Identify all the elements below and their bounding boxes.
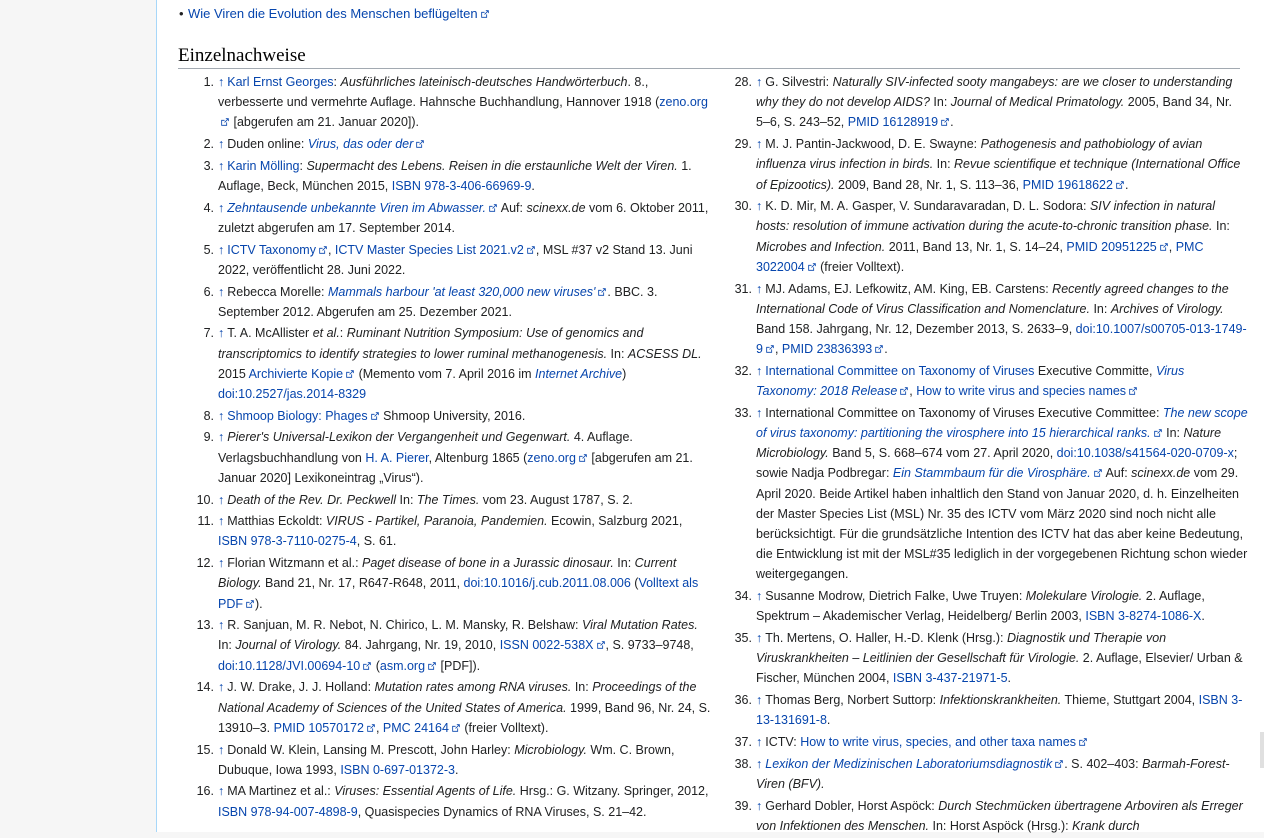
reference-title: Infektionskrankheiten.: [939, 693, 1062, 708]
reference-text: ,: [1168, 239, 1176, 254]
reference-text: Duden online:: [227, 137, 308, 152]
back-reference-arrow[interactable]: ↑: [218, 430, 225, 445]
external-link-icon: [899, 386, 909, 396]
reference-text: . S. 402–403:: [1064, 756, 1143, 771]
reference-link[interactable]: Archivierte Kopie: [248, 366, 344, 381]
reference-item: [178, 156, 712, 196]
reference-text: Gerhard Dobler, Horst Aspöck:: [765, 798, 939, 813]
reference-item: [716, 732, 1248, 752]
reference-text: MJ. Adams, EJ. Lefkowitz, AM. King, EB. Carstens:: [765, 281, 1053, 296]
back-reference-arrow[interactable]: ↑: [218, 158, 225, 173]
back-reference-arrow[interactable]: ↑: [218, 514, 225, 529]
reference-text: J. W. Drake, J. J. Holland:: [227, 680, 375, 695]
reference-title: Journal of Virology.: [235, 638, 342, 653]
external-link-icon: [1093, 468, 1103, 478]
reference-number: 28.: [734, 75, 752, 89]
reference-text: 2. Auflage, Spektrum – Akademischer Verlag, Heidelberg/ Berlin 2003,: [756, 589, 1205, 624]
reference-title: Viruses: Essential Agents of Life.: [334, 784, 517, 799]
reference-link[interactable]: Virus Taxonomy: 2018 Release: [756, 363, 1185, 399]
reference-title: Journal of Medical Primatology.: [950, 95, 1125, 110]
external-link-icon: [1128, 386, 1138, 396]
reference-title: Barmah-Forest-Viren (BFV).: [756, 756, 1230, 791]
reference-text: 2009, Band 28, Nr. 1, S. 113–36,: [834, 177, 1023, 192]
external-link-icon: [1159, 242, 1169, 252]
reference-link[interactable]: Mammals harbour 'at least 320,000 new viruses': [328, 284, 596, 299]
reference-text: :: [299, 158, 307, 173]
reference-link[interactable]: ISSN 0022-538X: [499, 638, 594, 653]
reference-text: R. Sanjuan, M. R. Nebot, N. Chirico, L. M. Mansky, R. Belshaw:: [227, 618, 582, 633]
reference-text: :: [339, 326, 347, 341]
back-reference-arrow[interactable]: ↑: [756, 199, 763, 214]
reference-item: [716, 690, 1248, 730]
reference-link[interactable]: The new scope of virus taxonomy: partitioning the virosphere into 15 hierarchical ranks.: [756, 405, 1248, 440]
reference-text: (: [630, 576, 639, 591]
external-link-icon: [1054, 759, 1064, 769]
references-right-column: [716, 72, 1248, 838]
reference-item: [178, 282, 712, 322]
reference-text: Th. Mertens, O. Haller, H.-D. Klenk (Hrsg.):: [765, 630, 1007, 645]
reference-text: , Altenburg 1865 (: [428, 450, 528, 465]
external-link-icon: [526, 245, 536, 255]
reference-number: 32.: [734, 363, 752, 378]
reference-text: vom 29. April 2020. Beide Artikel haben inhaltlich den Stand von Januar 2020, d. h. Einzelheiten der Master Species List (MSL) Nr. 35 des ICTV vom März 2020 sind noch nicht alle berücksichtigt. Für die grundsätzliche Intention des ICTV hat das aber keine Bedeutung, die Entwicklung ist mit der MSL#35 lediglich in der vorgegebenen Richtung schon wieder weitergegangen.: [756, 466, 1248, 582]
reference-link[interactable]: Lexikon der Medizinischen Laboratoriumsdiagnostik: [765, 756, 1053, 771]
reference-title: Naturally SIV-infected sooty mangabeys: are we closer to understanding why they do not develop AIDS?: [756, 75, 1233, 110]
reference-item: [178, 72, 712, 133]
section-title: Einzelnachweise: [178, 44, 1240, 69]
reference-text: In:: [933, 157, 955, 172]
reference-item: [178, 677, 712, 738]
reference-text: Susanne Modrow, Dietrich Falke, Uwe Truyen:: [765, 589, 1026, 604]
external-link-icon: [1078, 737, 1088, 747]
reference-link[interactable]: Karin Mölling: [227, 158, 300, 173]
reference-text: (freier Volltext).: [460, 720, 549, 735]
back-reference-arrow[interactable]: ↑: [218, 284, 225, 299]
reference-link[interactable]: Ein Stammbaum für die Virosphäre.: [892, 466, 1091, 481]
external-link-icon: [370, 411, 380, 421]
reference-link[interactable]: ICTV Taxonomy: [227, 242, 316, 257]
reference-number: 5.: [203, 242, 214, 257]
reference-text: Matthias Eckoldt:: [227, 514, 326, 529]
reference-text: Rebecca Morelle:: [227, 284, 328, 299]
reference-text: .: [1124, 177, 1129, 192]
reference-number: 14.: [196, 680, 214, 695]
reference-text: ,: [375, 720, 383, 735]
reference-item: [178, 740, 712, 780]
reference-title: scinexx.de: [1131, 466, 1191, 481]
external-link-icon: [362, 661, 372, 671]
reference-title: Ausführliches lateinisch-deutsches Handwörterbuch: [340, 75, 628, 89]
reference-text: (Memento vom 7. April 2016 im: [355, 366, 536, 381]
reference-text: vom 23. August 1787, S. 2.: [479, 492, 633, 507]
reference-title: Microbes and Infection.: [756, 239, 886, 254]
reference-text: :: [333, 75, 341, 89]
reference-title: Current Biology.: [218, 556, 677, 591]
external-link-icon: [1153, 428, 1163, 438]
reference-title: Durch Stechmücken übertragene Arboviren als Erreger von Infektionen des Menschen.: [756, 798, 1243, 833]
reference-text: In:: [571, 680, 593, 695]
reference-title: Mutation rates among RNA viruses.: [374, 680, 572, 695]
reference-link[interactable]: zeno.org: [527, 450, 576, 465]
reference-link[interactable]: doi:10.2527/jas.2014-8329: [218, 387, 367, 402]
reference-number: 9.: [203, 430, 214, 445]
reference-title: Krank durch: [1072, 818, 1140, 833]
reference-text: ).: [255, 596, 263, 611]
reference-item: [716, 796, 1248, 836]
reference-item: [716, 279, 1248, 360]
reference-item: [178, 553, 712, 614]
reference-number: 34.: [734, 589, 752, 604]
reference-link[interactable]: PMID 23836393: [781, 342, 873, 357]
reference-title: Nature Microbiology.: [756, 425, 1222, 461]
reference-text: . BBC. 3. September 2012. Abgerufen am 25. Dezember 2021.: [218, 284, 658, 319]
back-reference-arrow[interactable]: ↑: [218, 618, 225, 633]
reference-number: 30.: [734, 199, 752, 214]
reference-link[interactable]: doi:10.1016/j.cub.2011.08.006: [463, 576, 631, 591]
reference-item: [716, 754, 1248, 794]
reference-item: [178, 781, 712, 821]
reference-title: et al.: [312, 326, 340, 341]
reference-text: ,: [327, 242, 335, 257]
reference-number: 39.: [734, 798, 752, 813]
reference-number: 35.: [734, 630, 752, 645]
reference-item: [178, 427, 712, 488]
reference-title: Pathogenesis and pathobiology of avian influenza virus infection in birds.: [756, 137, 1203, 172]
reference-item: [716, 196, 1248, 277]
reference-link[interactable]: PMID 19618622: [1022, 177, 1113, 192]
external-link-icon: [415, 139, 425, 149]
reference-item: [178, 511, 712, 551]
reference-text: G. Silvestri:: [765, 75, 833, 89]
back-reference-arrow[interactable]: ↑: [218, 784, 225, 799]
reference-text: Executive Committe,: [1034, 363, 1156, 378]
reference-text: [PDF]).: [437, 658, 481, 673]
reference-text: T. A. McAllister: [227, 326, 313, 341]
external-link-icon: [366, 723, 376, 733]
reference-text: In:: [607, 346, 628, 361]
external-link-icon: [578, 453, 588, 463]
reference-link[interactable]: doi:10.1128/JVI.00694-10: [218, 658, 361, 673]
reference-item: [716, 628, 1248, 689]
external-link-icon: [220, 117, 230, 127]
back-reference-arrow[interactable]: ↑: [756, 735, 763, 749]
reference-number: 33.: [734, 405, 752, 420]
reference-text: 2. Auflage, Elsevier/ Urban & Fischer, München 2004,: [756, 651, 1243, 686]
reference-number: 8.: [203, 408, 214, 423]
reference-text: .: [826, 713, 831, 728]
reference-title: Recently agreed changes to the International Code of Virus Classification and Nomenclature.: [756, 281, 1229, 316]
back-reference-arrow[interactable]: ↑: [218, 492, 225, 507]
reference-text: International Committee on Taxonomy of Viruses Executive Committee:: [765, 405, 1163, 420]
reference-text: .: [531, 179, 535, 194]
reference-text: .: [884, 342, 888, 357]
reference-link[interactable]: PMID 20951225: [1066, 239, 1157, 254]
reference-text: ,: [909, 384, 917, 399]
external-link-icon: [596, 640, 606, 650]
reference-text: Donald W. Klein, Lansing M. Prescott, John Harley:: [227, 742, 515, 757]
see-also-link[interactable]: Wie Viren die Evolution des Menschen beflügelten: [188, 6, 478, 21]
reference-title: SIV infection in natural hosts: resolution of immune activation during the acute-to-chronic transition phase.: [756, 199, 1216, 234]
see-also-item: [179, 5, 490, 23]
back-reference-arrow[interactable]: ↑: [756, 630, 763, 645]
reference-link[interactable]: Shmoop Biology: Phages: [227, 408, 368, 423]
reference-item: [716, 72, 1248, 133]
external-link-icon: [245, 599, 255, 609]
reference-text: Auf:: [1102, 466, 1132, 481]
back-reference-arrow[interactable]: ↑: [756, 137, 763, 152]
reference-text: Auf:: [497, 200, 527, 215]
reference-text: ): [622, 366, 627, 381]
external-link-icon: [940, 117, 950, 127]
reference-text: 84. Jahrgang, Nr. 19, 2010,: [341, 638, 500, 653]
reference-number: 4.: [203, 200, 214, 215]
reference-number: 6.: [203, 284, 214, 299]
back-reference-arrow[interactable]: ↑: [218, 242, 225, 257]
reference-title: ACSESS DL.: [627, 346, 702, 361]
reference-text: In:: [218, 638, 236, 653]
external-link-icon: [451, 723, 461, 733]
external-link-icon: [1115, 180, 1125, 190]
reference-link[interactable]: ISBN 3-8274-1086-X: [1085, 609, 1202, 624]
reference-text: Wm. C. Brown, Dubuque, Iowa 1993,: [218, 742, 675, 777]
back-reference-arrow[interactable]: ↑: [218, 742, 225, 757]
reference-item: [178, 134, 712, 154]
reference-title: Death of the Rev. Dr. Peckwell: [227, 492, 397, 507]
back-reference-arrow[interactable]: ↑: [218, 137, 225, 152]
reference-text: M. J. Pantin-Jackwood, D. E. Swayne:: [765, 137, 981, 152]
reference-number: 16.: [196, 784, 214, 799]
back-reference-arrow[interactable]: ↑: [218, 408, 225, 423]
reference-text: MA Martinez et al.:: [227, 784, 335, 799]
reference-text: vom 6. Oktober 2011, zuletzt abgerufen am 17. September 2014.: [218, 200, 709, 235]
reference-text: , Quasispecies Dynamics of RNA Viruses, S. 21–42.: [357, 804, 647, 819]
reference-text: [abgerufen am 21. Januar 2020] Lexikoneintrag „Virus“).: [218, 450, 693, 485]
reference-text: Hrsg.: G. Witzany. Springer, 2012,: [516, 784, 709, 799]
reference-item: [716, 586, 1248, 626]
reference-item: [716, 134, 1248, 195]
reference-text: [abgerufen am 21. Januar 2020]).: [230, 115, 420, 130]
reference-link[interactable]: ISBN 0-697-01372-3: [340, 762, 455, 777]
external-link-icon: [874, 344, 884, 354]
reference-link[interactable]: H. A. Pierer: [365, 450, 429, 465]
reference-text: .: [950, 115, 954, 130]
back-reference-arrow[interactable]: ↑: [218, 75, 225, 89]
reference-link[interactable]: Internet Archive: [535, 366, 623, 381]
reference-link[interactable]: International Committee on Taxonomy of Viruses: [765, 363, 1035, 378]
reference-item: [178, 323, 712, 404]
reference-number: 1.: [203, 75, 214, 89]
back-reference-arrow[interactable]: ↑: [756, 756, 763, 771]
reference-number: 38.: [734, 756, 752, 771]
reference-link[interactable]: Karl Ernst Georges: [227, 75, 334, 89]
reference-text: In:: [396, 492, 417, 507]
reference-text: , MSL #37 v2 Stand 13. Juni 2022, veröffentlicht 28. Juni 2022.: [218, 242, 693, 277]
reference-text: Florian Witzmann et al.:: [227, 556, 363, 571]
back-reference-arrow[interactable]: ↑: [218, 556, 225, 571]
reference-link[interactable]: ISBN 978-3-7110-0275-4: [218, 534, 357, 549]
reference-link[interactable]: How to write virus and species names: [916, 384, 1127, 399]
reference-link[interactable]: PMC 24164: [382, 720, 449, 735]
reference-link[interactable]: ISBN 978-3-406-66969-9: [391, 179, 532, 194]
reference-number: 7.: [203, 326, 214, 341]
reference-item: [716, 361, 1248, 401]
reference-item: [716, 403, 1248, 585]
reference-link[interactable]: doi:10.1007/s00705-013-1749-9: [756, 321, 1247, 357]
reference-number: 13.: [196, 618, 214, 633]
reference-link[interactable]: ISBN 3-437-21971-5: [892, 671, 1008, 686]
reference-text: 2011, Band 13, Nr. 1, S. 14–24,: [885, 239, 1067, 254]
reference-text: 1999, Band 96, Nr. 24, S. 13910–3.: [218, 700, 711, 735]
reference-link[interactable]: Zehntausende unbekannte Viren im Abwasser.: [227, 200, 486, 215]
reference-text: In:: [1089, 301, 1111, 316]
external-link-icon: [597, 287, 607, 297]
reference-text: In:: [1162, 425, 1184, 440]
reference-item: [178, 406, 712, 426]
reference-link[interactable]: ICTV Master Species List 2021.v2: [334, 242, 524, 257]
reference-number: 31.: [734, 281, 752, 296]
reference-number: 12.: [196, 556, 214, 571]
back-reference-arrow[interactable]: ↑: [756, 281, 763, 296]
reference-number: 37.: [734, 735, 752, 749]
reference-text: 2015: [218, 366, 249, 381]
reference-title: Proceedings of the National Academy of Sciences of the United States of America.: [218, 680, 697, 715]
external-link-icon: [345, 369, 355, 379]
reference-link[interactable]: PMC 3022004: [756, 239, 1204, 274]
back-reference-arrow[interactable]: ↑: [218, 200, 225, 215]
reference-text: In:: [1212, 219, 1230, 234]
reference-title: VIRUS - Partikel, Paranoia, Pandemien.: [325, 514, 548, 529]
reference-text: 4. Auflage. Verlagsbuchhandlung von: [218, 430, 633, 465]
reference-text: Band 21, Nr. 17, R647-R648, 2011,: [261, 576, 464, 591]
reference-text: In: Horst Aspöck (Hrsg.):: [929, 818, 1073, 833]
references-left-column: [178, 72, 712, 823]
external-link-icon: [488, 203, 498, 213]
reference-link[interactable]: ISBN 3-13-131691-8: [756, 693, 1243, 728]
reference-title: Molekulare Virologie.: [1025, 589, 1143, 604]
reference-item: [178, 198, 712, 238]
external-link-icon: [318, 245, 328, 255]
reference-text: Ecowin, Salzburg 2021,: [547, 514, 683, 529]
reference-title: Supermacht des Lebens. Reisen in die erstaunliche Welt der Viren.: [306, 158, 678, 173]
reference-text: 2005, Band 34, Nr. 5–6, S. 243–52,: [756, 95, 1232, 130]
reference-link[interactable]: PMID 10570172: [273, 720, 364, 735]
reference-title: Revue scientifique et technique (International Office of Epizootics).: [756, 157, 1241, 192]
external-link-icon: [427, 661, 437, 671]
reference-text: (: [372, 658, 380, 673]
reference-title: The Times.: [416, 492, 480, 507]
reference-title: Archives of Virology.: [1110, 301, 1224, 316]
reference-text: , S. 9733–9748,: [605, 638, 694, 653]
reference-number: 3.: [203, 158, 214, 173]
reference-text: ,: [774, 342, 782, 357]
reference-text: Shmoop University, 2016.: [379, 408, 526, 423]
reference-number: 36.: [734, 693, 752, 708]
reference-text: .: [454, 762, 459, 777]
reference-item: [178, 490, 712, 510]
back-reference-arrow[interactable]: ↑: [756, 405, 763, 420]
reference-link[interactable]: How to write virus, species, and other taxa names: [800, 735, 1077, 749]
reference-text: ; sowie Nadja Podbregar:: [756, 446, 1238, 481]
back-reference-arrow[interactable]: ↑: [756, 693, 763, 708]
reference-link[interactable]: PMID 16128919: [847, 115, 939, 130]
reference-text: In:: [613, 556, 635, 571]
back-reference-arrow[interactable]: ↑: [756, 798, 763, 813]
reference-title: scinexx.de: [526, 200, 586, 215]
reference-title: Diagnostik und Therapie von Viruskrankheiten – Leitlinien der Gesellschaft für Virologie.: [756, 630, 1167, 666]
scrollbar[interactable]: [1260, 732, 1264, 768]
reference-title: Paget disease of bone in a Jurassic dinosaur.: [362, 556, 614, 571]
reference-number: 2.: [203, 137, 214, 152]
reference-text: . 8., verbesserte und vermehrte Auflage. Hahnsche Buchhandlung, Hannover 1918 (: [218, 75, 660, 110]
reference-link[interactable]: Virus, das oder der: [307, 137, 414, 152]
back-reference-arrow[interactable]: ↑: [756, 75, 763, 89]
reference-link[interactable]: Volltext als PDF: [218, 576, 699, 611]
external-link-icon: [480, 9, 490, 19]
reference-number: 29.: [734, 137, 752, 152]
reference-number: 15.: [196, 742, 214, 757]
reference-link[interactable]: doi:10.1038/s41564-020-0709-x: [1056, 446, 1234, 461]
reference-number: 10.: [196, 492, 214, 507]
back-reference-arrow[interactable]: ↑: [756, 589, 763, 604]
external-link-icon: [807, 262, 817, 272]
reference-link[interactable]: ISBN 978-94-007-4898-9: [218, 804, 358, 819]
reference-text: Band 158. Jahrgang, Nr. 12, Dezember 2013, S. 2633–9,: [756, 321, 1076, 336]
reference-text: .: [1007, 671, 1012, 686]
back-reference-arrow[interactable]: ↑: [218, 326, 225, 341]
reference-text: K. D. Mir, M. A. Gasper, V. Sundaravaradan, D. L. Sodora:: [765, 199, 1090, 214]
reference-text: In:: [929, 95, 951, 110]
reference-title: Microbiology.: [514, 742, 587, 757]
reference-title: Pierer's Universal-Lexikon der Vergangenheit und Gegenwart.: [227, 430, 571, 445]
reference-text: .: [1201, 609, 1205, 624]
reference-text: Thieme, Stuttgart 2004,: [1061, 693, 1199, 708]
reference-link[interactable]: zeno.org: [659, 95, 708, 110]
reference-text: 1. Auflage, Beck, München 2015,: [218, 158, 692, 194]
reference-number: 11.: [197, 514, 214, 529]
reference-text: Band 5, S. 668–674 vom 27. April 2020,: [828, 446, 1057, 461]
reference-link[interactable]: asm.org: [379, 658, 426, 673]
reference-title: Ruminant Nutrition Symposium: Use of genomics and transcriptomics to identify strategies to lower ruminal methanogenesis.: [218, 326, 644, 361]
reference-text: Thomas Berg, Norbert Suttorp:: [765, 693, 940, 708]
back-reference-arrow[interactable]: ↑: [756, 363, 763, 378]
back-reference-arrow[interactable]: ↑: [218, 680, 225, 695]
reference-text: ICTV:: [765, 735, 801, 749]
reference-item: [178, 240, 712, 280]
reference-item: [178, 615, 712, 676]
bullet: •: [179, 6, 184, 21]
reference-text: (freier Volltext).: [816, 259, 905, 274]
external-link-icon: [765, 344, 775, 354]
reference-text: , S. 61.: [356, 534, 397, 549]
reference-title: Viral Mutation Rates.: [582, 618, 698, 633]
